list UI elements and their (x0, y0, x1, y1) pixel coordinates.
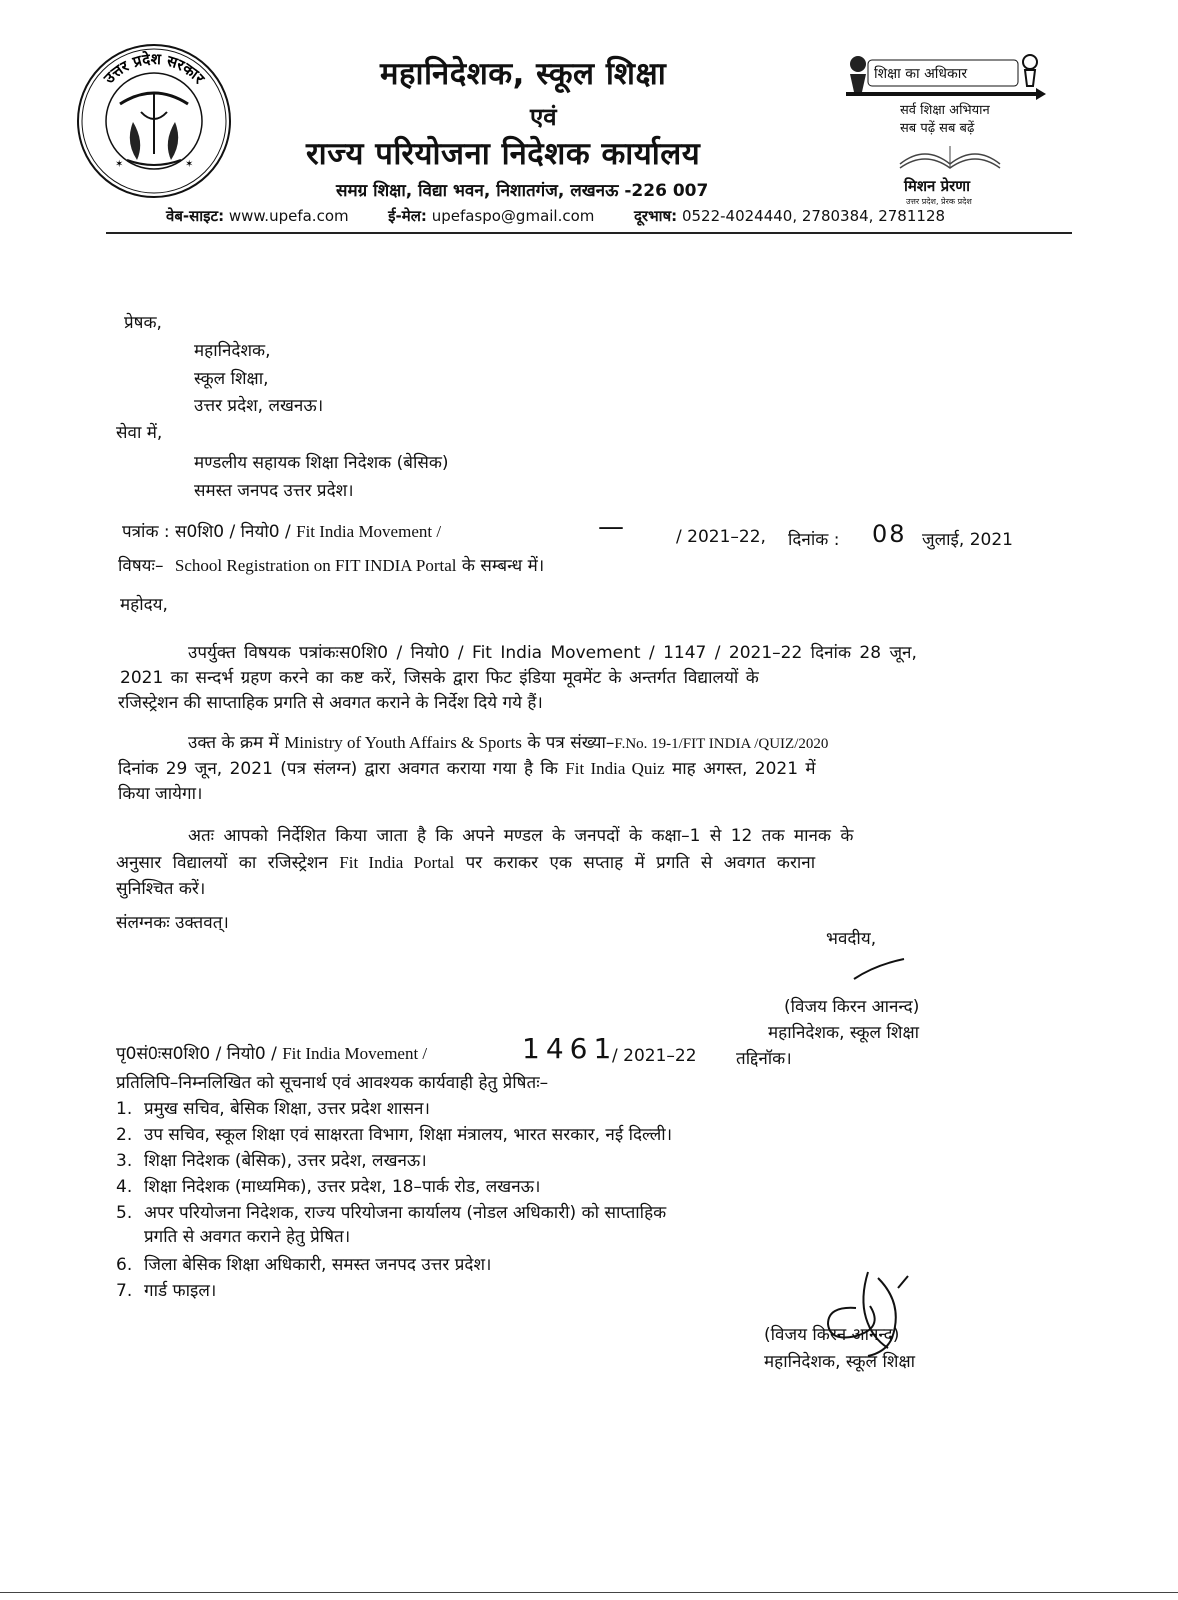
ref-dash: — (598, 512, 624, 542)
list-item-number: 7. (116, 1281, 133, 1301)
endorsement-intro: प्रतिलिपि–निम्नलिखित को सूचनार्थ एवं आवश्यक कार्यवाही हेतु प्रेषितः– (116, 1073, 549, 1093)
endorsement-prefix: पृ0सं0ःस0शि0 / नियो0 / (116, 1044, 283, 1064)
ssa-line2: सब पढ़ें सब बढ़ें (900, 121, 975, 136)
endorsement-number-handwritten: 1461 (522, 1032, 618, 1065)
paragraph-3-line3: सुनिश्चित करें। (116, 879, 206, 899)
subject-english: School Registration on FIT INDIA Portal (174, 556, 457, 575)
ref-date-label: दिनांक : (788, 530, 840, 550)
ref-date-rest: जुलाई, 2021 (922, 530, 1013, 550)
footer-rule (0, 1592, 1178, 1593)
list-item (116, 1122, 672, 1145)
list-item-number: 3. (116, 1151, 133, 1171)
paragraph-2-line1 (188, 730, 828, 753)
recipient-line: मण्डलीय सहायक शिक्षा निदेशक (बेसिक) (194, 453, 449, 473)
list-item-text: शिक्षा निदेशक (बेसिक), उत्तर प्रदेश, लखनऊ। (144, 1151, 427, 1171)
list-item-text: अपर परियोजना निदेशक, राज्य परियोजना कार्यालय (नोडल अधिकारी) को साप्ताहिक (144, 1203, 667, 1223)
sender-line: महानिदेशक, (194, 341, 271, 361)
subject-line (118, 553, 544, 576)
list-item-continuation: प्रगति से अवगत कराने हेतु प्रेषित। (144, 1227, 351, 1247)
signature-stroke (850, 955, 910, 985)
subject-hindi: के सम्बन्ध में। (461, 556, 545, 576)
paragraph-2-line3: किया जायेगा। (118, 784, 203, 804)
website-label: वेब-साइट: (166, 207, 225, 225)
sender-line: स्कूल शिक्षा, (194, 369, 269, 389)
list-item (116, 1096, 430, 1119)
website-link[interactable]: www.upefa.com (228, 207, 349, 225)
p3-text-a: अनुसार विद्यालयों का रजिस्ट्रेशन (116, 853, 328, 873)
endorsement-date: तद्दिनॉक। (736, 1049, 792, 1069)
ref-fit: Fit India Movement / (296, 522, 442, 541)
list-item (116, 1278, 216, 1301)
paragraph-1-line3: रजिस्ट्रेशन की साप्ताहिक प्रगति से अवगत कराने के निर्देश दिये गये हैं। (118, 693, 543, 713)
endorsement-year: / 2021–22 (612, 1046, 697, 1066)
svg-text:✶: ✶ (115, 159, 124, 170)
sender-label: प्रेषक, (124, 313, 162, 333)
header-address: समग्र शिक्षा, विद्या भवन, निशातगंज, लखनऊ -226 007 (336, 181, 709, 201)
mission-prerna-sub: उत्तर प्रदेश, प्रेरक प्रदेश (906, 197, 972, 206)
list-item (116, 1148, 427, 1171)
phone-numbers: 0522-4024440, 2780384, 2781128 (681, 207, 946, 225)
ssa-logo (840, 48, 1050, 208)
list-item-text: जिला बेसिक शिक्षा अधिकारी, समस्त जनपद उत्तर प्रदेश। (144, 1255, 492, 1275)
email-link[interactable]: upefaspo@gmail.com (431, 207, 595, 225)
phone-label: दूरभाष: (633, 207, 678, 225)
ssa-line1: सर्व शिक्षा अभियान (900, 103, 990, 118)
p2-file-no: F.No. 19-1/FIT INDIA /QUIZ/2020 (614, 736, 829, 752)
paragraph-1-line1: उपर्युक्त विषयक पत्रांकःस0शि0 / नियो0 / Fit India Movement / 1147 / 2021–22 दिनांक 28 जून, (188, 643, 917, 663)
signatory2-designation: महानिदेशक, स्कूल शिक्षा (764, 1352, 916, 1372)
state-emblem-seal (75, 42, 233, 200)
enclosure: संलग्नकः उक्तवत्। (116, 913, 229, 933)
list-item-number: 5. (116, 1203, 133, 1223)
list-item-text: प्रमुख सचिव, बेसिक शिक्षा, उत्तर प्रदेश शासन। (144, 1099, 430, 1119)
endorsement-ref (116, 1041, 427, 1064)
header-divider (106, 232, 1072, 234)
signatory-name: (विजय किरन आनन्द) (784, 997, 920, 1017)
list-item (116, 1252, 491, 1275)
ref-prefix: पत्रांक : स0शि0 / नियो0 / (122, 522, 297, 542)
ref-year: / 2021–22, (676, 527, 766, 547)
p2-ministry: Ministry of Youth Affairs & Sports (284, 733, 522, 752)
paragraph-3-line2 (116, 850, 815, 873)
list-item (116, 1200, 666, 1223)
list-item-number: 6. (116, 1255, 133, 1275)
header-title-line2: एवं (530, 103, 557, 131)
p3-portal: Fit India Portal (339, 853, 455, 872)
signatory2-name: (विजय किरन आनन्द) (764, 1325, 900, 1345)
header-contact-line (166, 206, 945, 226)
paragraph-1-line2: 2021 का सन्दर्भ ग्रहण करने का कष्ट करें, जिसके द्वारा फिट इंडिया मूवमेंट के अन्तर्गत विद्यालयों के (120, 668, 759, 688)
list-item-number: 2. (116, 1125, 133, 1145)
list-item-number: 4. (116, 1177, 133, 1197)
seal-text: उत्तर प्रदेश सरकार (100, 49, 209, 88)
p2-text-b: के पत्र संख्या– (527, 733, 615, 753)
reference-line (122, 519, 441, 542)
recipient-label: सेवा में, (116, 423, 163, 443)
salutation: महोदय, (120, 595, 168, 615)
endorsement-fit: Fit India Movement / (282, 1044, 428, 1063)
email-label: ई-मेल: (388, 207, 427, 225)
p2-quiz: Fit India Quiz (565, 759, 665, 778)
svg-text:✶: ✶ (185, 159, 194, 170)
subject-label: विषयः– (118, 556, 164, 576)
p2-text-c: दिनांक 29 जून, 2021 (पत्र संलग्न) द्वारा अवगत कराया गया है कि (118, 759, 558, 779)
list-item-text: गार्ड फाइल। (144, 1281, 217, 1301)
paragraph-2-line2 (118, 756, 816, 779)
p2-text-a: उक्त के क्रम में (188, 733, 279, 753)
p2-text-d: माह अगस्त, 2021 में (672, 759, 816, 779)
header-title-line1: महानिदेशक, स्कूल शिक्षा (380, 56, 667, 92)
ssa-banner-text: शिक्षा का अधिकार (874, 66, 968, 82)
paragraph-3-line1: अतः आपको निर्देशित किया जाता है कि अपने मण्डल के जनपदों के कक्षा–1 से 12 तक मानक के (188, 826, 854, 846)
list-item-number: 1. (116, 1099, 133, 1119)
sender-line: उत्तर प्रदेश, लखनऊ। (194, 396, 324, 416)
list-item-text: शिक्षा निदेशक (माध्यमिक), उत्तर प्रदेश, 18–पार्क रोड, लखनऊ। (144, 1177, 541, 1197)
list-item (116, 1174, 540, 1197)
ref-date-handwritten: 08 (872, 520, 907, 548)
mission-prerna-text: मिशन प्रेरणा (904, 177, 971, 195)
closing: भवदीय, (826, 929, 877, 949)
signatory-designation: महानिदेशक, स्कूल शिक्षा (768, 1023, 920, 1043)
recipient-line: समस्त जनपद उत्तर प्रदेश। (194, 481, 354, 501)
header-title-line3: राज्य परियोजना निदेशक कार्यालय (306, 136, 701, 172)
p3-text-b: पर कराकर एक सप्ताह में प्रगति से अवगत कराना (465, 853, 816, 873)
list-item-text: उप सचिव, स्कूल शिक्षा एवं साक्षरता विभाग, शिक्षा मंत्रालय, भारत सरकार, नई दिल्ली। (144, 1125, 673, 1145)
